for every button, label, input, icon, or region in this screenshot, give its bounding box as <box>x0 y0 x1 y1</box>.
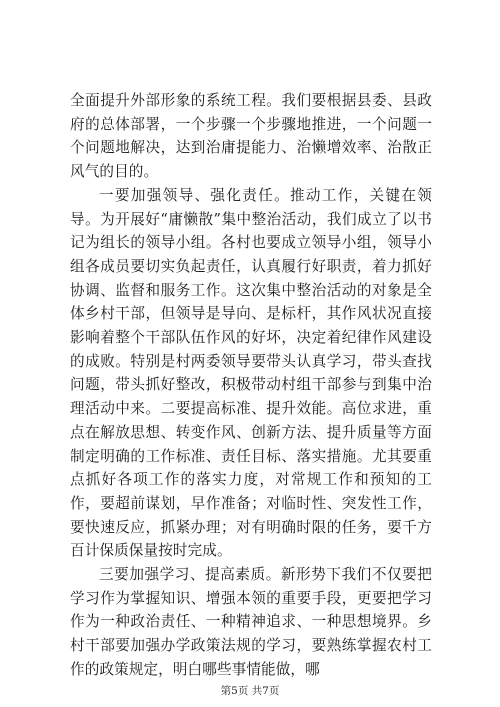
page-footer: 第5页 共7页 <box>220 685 280 697</box>
paragraph-study: 三要加强学习、提高素质。新形势下我们不仅要把学习作为掌握知识、增强本领的重要手段，更要把学习作为一种政治责任、一种精神追求、一种思想境界。乡村干部要加强办学政策法规的学习，要熟练掌握农村工作的政策规定，明白哪些事情能做，哪 <box>70 566 432 678</box>
paragraph-continuation: 全面提升外部形象的系统工程。我们要根据县委、县政府的总体部署，一个步骤一个步骤地推进，一个问题一个问题地解决，达到治庸提能力、治懒增效率、治散正风气的目的。 <box>70 92 432 181</box>
body-text <box>70 89 432 682</box>
paragraph-leadership: 一要加强领导、强化责任。推动工作，关键在领导。为开展好“庸懒散”集中整治活动，我们成立了以书记为组长的领导小组。各村也要成立领导小组，领导小组各成员要切实负起责任，认真履行好职责，着力抓好协调、监督和服务工作。这次集中整治活动的对象是全体乡村干部，但领导是导向、是标杆，其作风状况直接影响着整个干部队伍作风的好坏，决定着纪律作风建设的成败。特别是村两委领导要带头认真学习，带头查找问题，带头抓好整改，积极带动村组干部参与到集中治理活动中来。二要提高标准、提升效能。高位求进，重点在解放思想、转变作风、创新方法、提升质量等方面制定明确的工作标准、责任目标、落实措施。尤其要重点抓好各项工作的落实力度，对常规工作和预知的工作，要超前谋划，早作准备；对临时性、突发性工作，要快速反应，抓紧办理；对有明确时限的任务，要千方百计保质保量按时完成。 <box>70 186 432 560</box>
